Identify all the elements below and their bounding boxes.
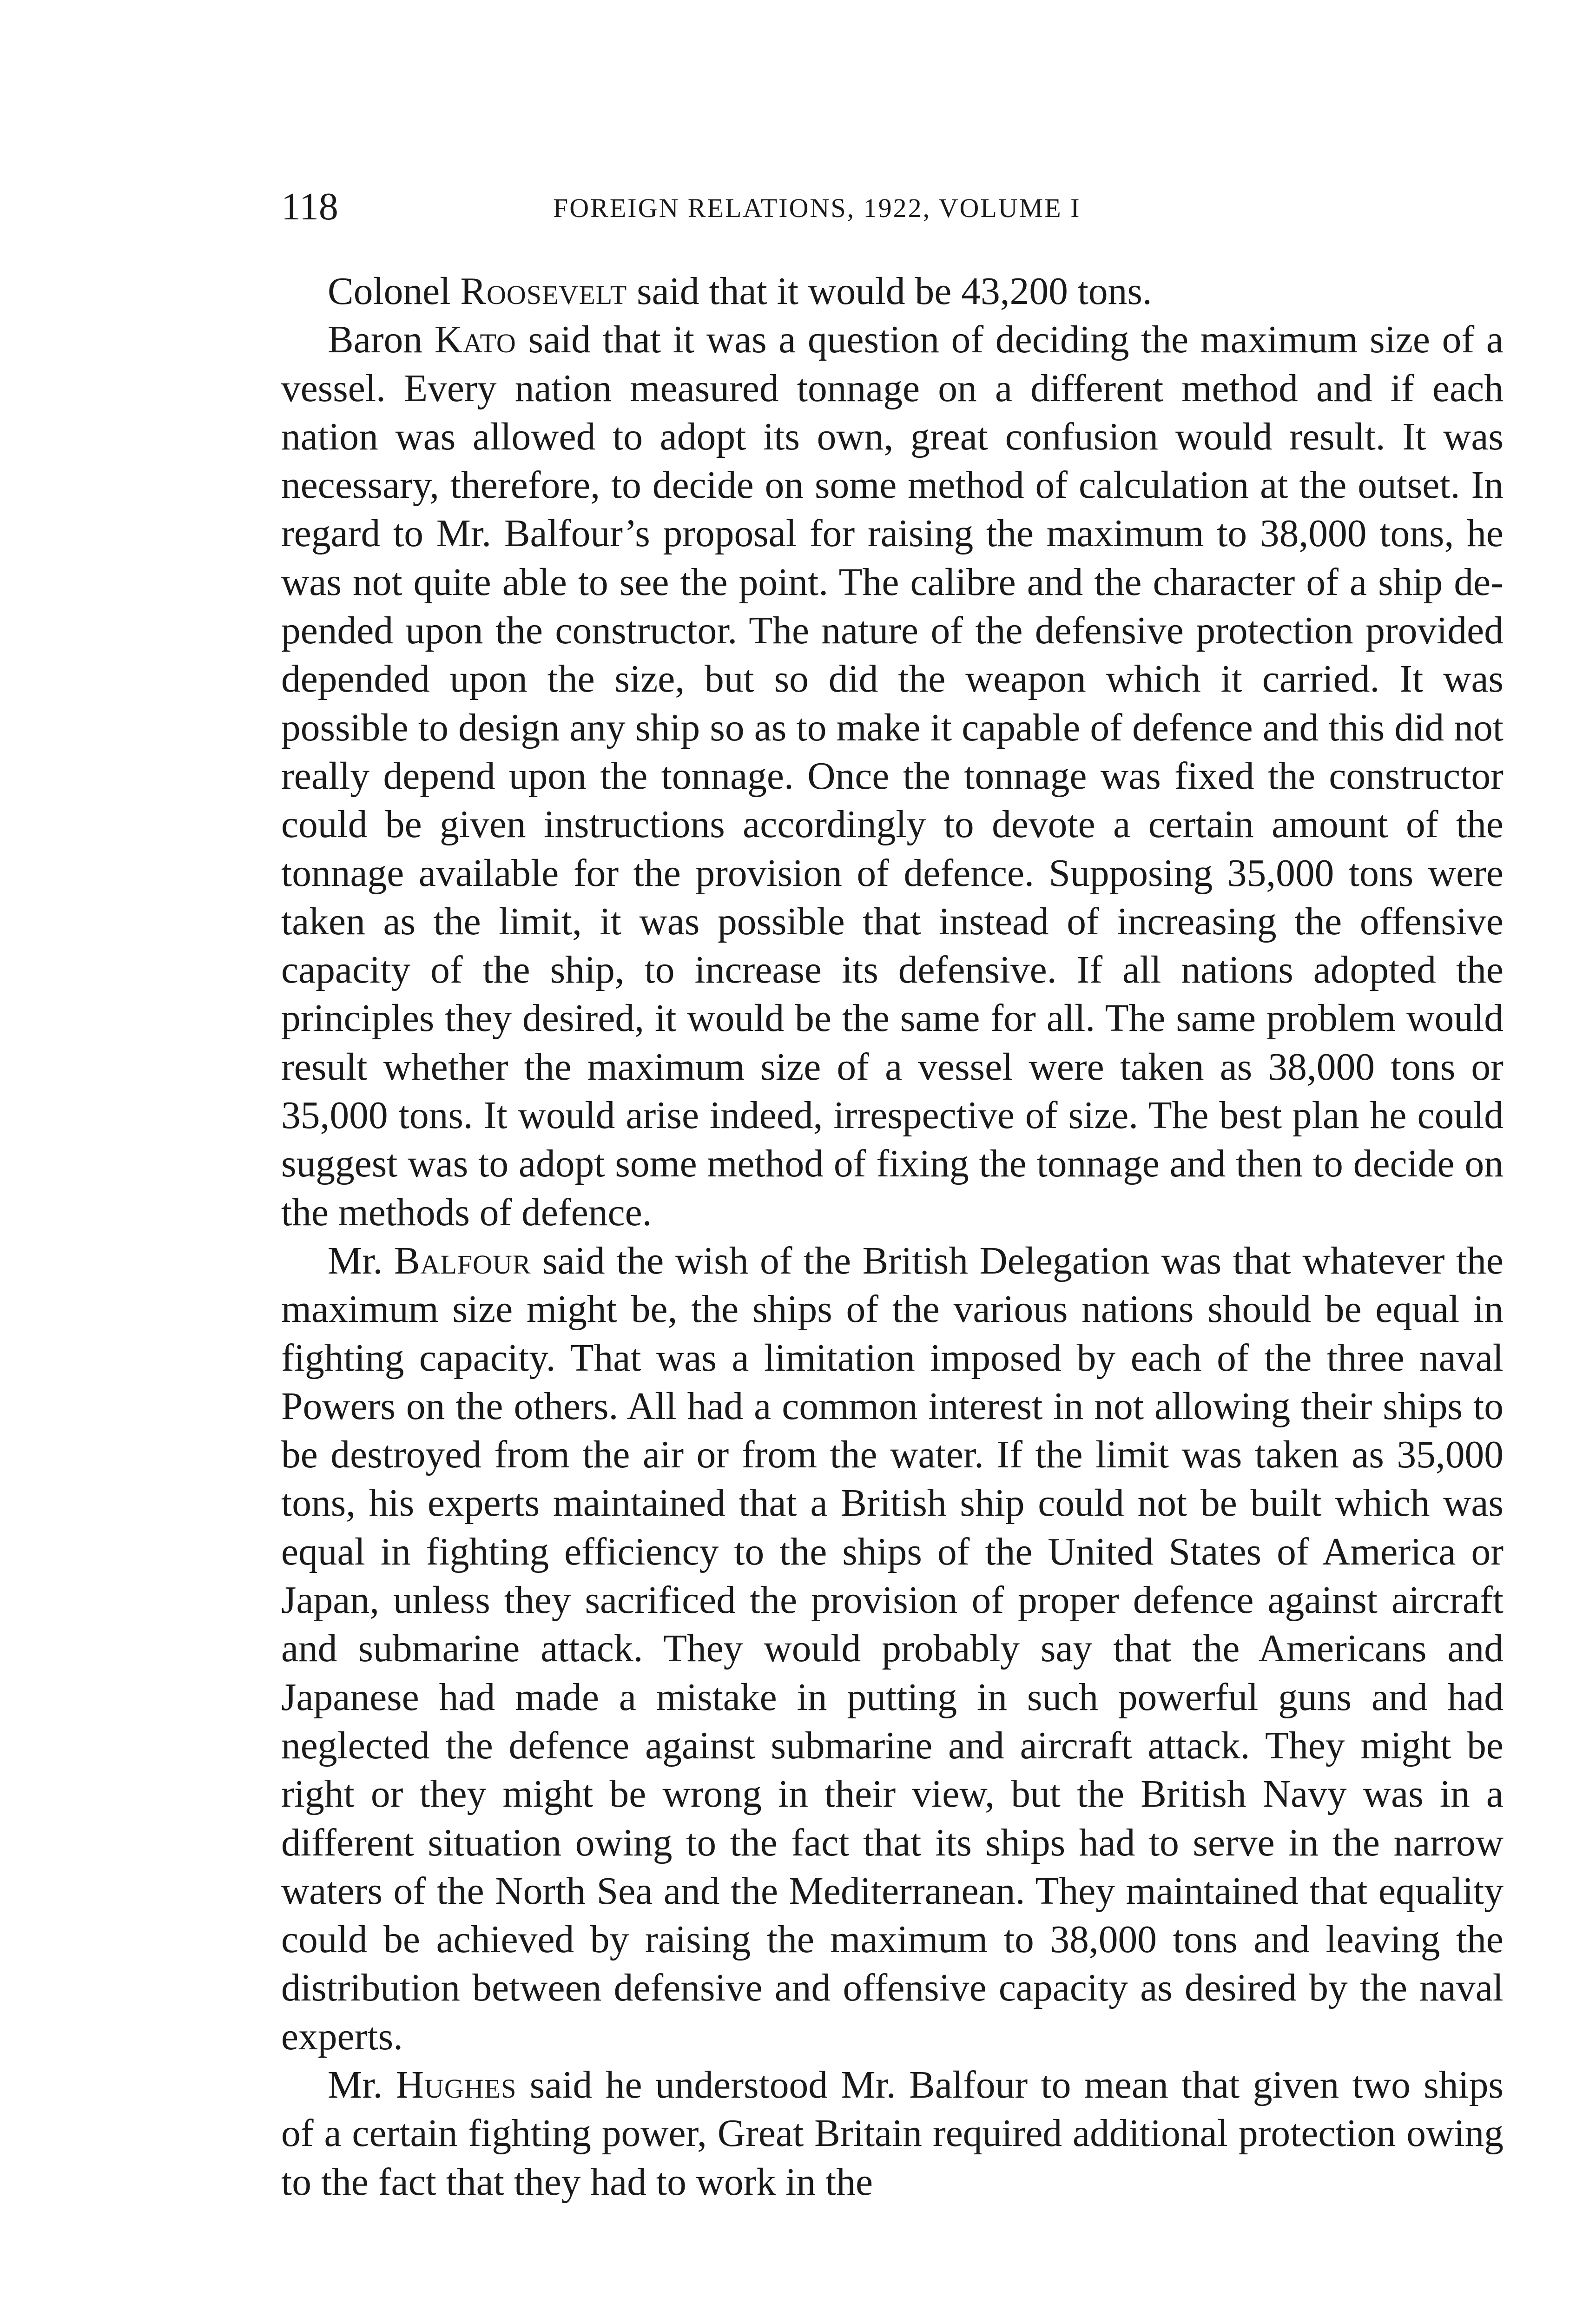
speaker-title: Mr. — [328, 1239, 394, 1282]
speaker-name: Kato — [434, 318, 516, 362]
paragraph-text: said the wish of the British Delegation was that whatever the maximum size might be, the ships of the various nations should be equal in fighting capacity. That was a limitation imposed by each of the three naval Powers on the others. All had a common interest in not allowing their ships to be destroyed from the air or from the water. If the limit was taken as 35,000 tons, his experts maintained that a British ship could not be built which was equal in fighting efficiency to the ships of the United States of America or Japan, unless they sacrificed the provision of proper defence against aircraft and submarine attack. They would probably say that the Americans and Japanese had made a mistake in putting in such powerful guns and had neglected the defence against submarine and aircraft attack. They might be right or they might be wrong in their view, but the British Navy was in a different situation owing to the fact that its ships had to serve in the narrow waters of the North Sea and the Mediterranean. They maintained that equality could be achieved by raising the maximum to 38,000 tons and leaving the distribution between defensive and offensive capacity as desired by the naval experts. — [281, 1239, 1503, 2058]
speaker-name: Roosevelt — [460, 270, 627, 313]
body-text — [281, 267, 1503, 2206]
paragraph-hughes — [281, 2061, 1503, 2206]
running-title: FOREIGN RELATIONS, 1922, VOLUME I — [553, 193, 1081, 223]
page-number: 118 — [281, 185, 338, 228]
paragraph-text: said that it was a question of deciding the maximum size of a vessel. Every nation measured tonnage on a different method and if each nation was allowed to adopt its own, great confusion would result. It was necessary, therefore, to decide on some method of calculation at the outset. In regard to Mr. Balfour’s proposal for raising the maximum to 38,000 tons, he was not quite able to see the point. The calibre and the character of a ship depended upon the constructor. The nature of the defensive protection provided depended upon the size, but so did the weapon which it carried. It was possible to design any ship so as to make it capable of defence and this did not really depend upon the tonnage. Once the tonnage was fixed the constructor could be given instructions accordingly to devote a certain amount of the tonnage available for the provision of defence. Supposing 35,000 tons were taken as the limit, it was possible that instead of increasing the offensive capacity of the ship, to increase its defensive. If all nations adopted the principles they desired, it would be the same for all. The same problem would result whether the maximum size of a vessel were taken as 38,000 tons or 35,000 tons. It would arise indeed, irrespective of size. The best plan he could suggest was to adopt some method of fixing the tonnage and then to decide on the methods of defence. — [281, 318, 1503, 1234]
paragraph-balfour — [281, 1237, 1503, 2061]
speaker-title: Mr. — [328, 2063, 396, 2106]
paragraph-text: said he understood Mr. Balfour to mean that given two ships of a certain fighting power, Great Britain required additional protection owing to the fact that they had to work in the — [281, 2063, 1503, 2204]
paragraph-roosevelt — [281, 267, 1503, 316]
speaker-title: Baron — [328, 318, 435, 362]
paragraph-kato — [281, 316, 1503, 1237]
paragraph-text: said that it would be 43,200 tons. — [627, 270, 1152, 313]
speaker-name: Hughes — [396, 2063, 517, 2106]
speaker-name: Balfour — [394, 1239, 531, 1282]
speaker-title: Colonel — [328, 270, 461, 313]
running-header — [281, 186, 1501, 228]
